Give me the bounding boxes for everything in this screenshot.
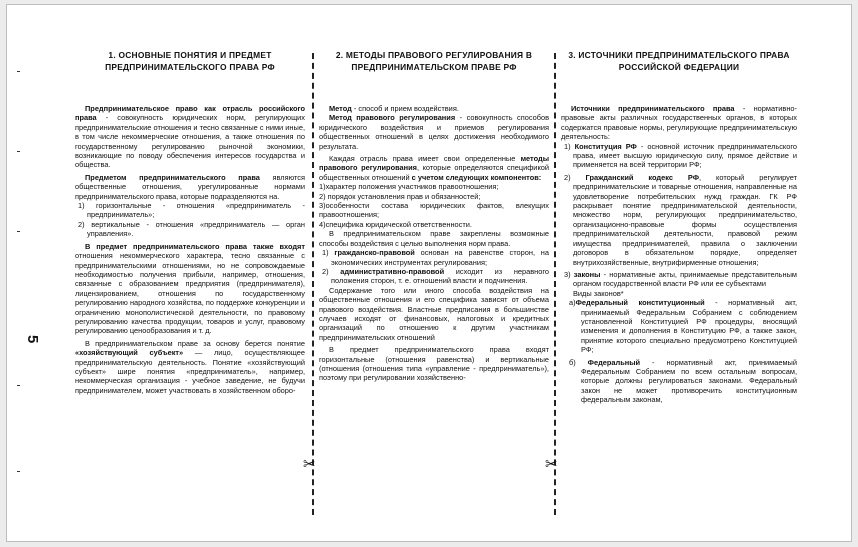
list-item: 1) горизонтальные - отношения «предприниматель - предприниматель»;: [78, 201, 305, 220]
paragraph: Предметом предпринимательского права являются общественные отношения, урегулированные нормами предпринимательского права, которые подразделяются на.: [75, 172, 305, 201]
margin-tick: [17, 151, 20, 152]
margin-tick: [17, 385, 20, 386]
paragraph: В предмет предпринимательского права входят горизонтальные (отношения равенства) и вертикальные (отношения (отношения типа «управление - предприниматель»), поэтому при регулировании хозяйственно-: [319, 345, 549, 383]
column-3: [561, 49, 797, 405]
list-item: 2) Гражданский кодекс РФ, который регулирует предпринимательские и товарные отношения, направленные на удовлетворение потребительских нужд граждан. ГК РФ раскрывает понятие предпринимательской деятельности, множество норм, регулирующих предпринимательство, организационно-правовые формы осуществления предпринимательской деятельности, правовой режим имущества предпринимателей, правила о заключении договоров в обязательном порядке, определяет внутрихозяйственные, внутрифирменные отношения;: [564, 172, 798, 267]
paragraph: В предмет предпринимательского права также входят отношения некоммерческого характера, тесно связанные с предпринимательскими отношениями, но не сопровождаемые необходимостью получения прибыли, например, отношения, связанные с образованием предприятия (предпринимателя), лицензированием, отношения по государственному регулированию народного хозяйства, по поддержке конкуренции и ограничению монополистической деятельности, по правовому регулированию качества продукции, товаров и услуг, правовому регулированию ценообразования и т. д.: [75, 241, 305, 336]
list-item: б) Федеральный - нормативный акт, принимаемый Федеральным Собранием по всем остальным вопросам, которые должны регулироваться законами. Федеральный закон не может противоречить конституционным федеральным законам,: [569, 357, 798, 405]
margin-tick: [17, 471, 20, 472]
list-item: 1) Конституция РФ - основной источник предпринимательского права, имеет высшую юридическую силу, прямое действие и применяется на всей территории РФ;: [564, 141, 797, 170]
paragraph: Источники предпринимательского права - нормативно-правовые акты различных государственных органов, в которых содержатся правовые нормы, регулирующие предпринимательскую деятельность:: [561, 104, 797, 142]
list-item: а)Федеральный конституционный - нормативный акт, принимаемый Федеральным Собранием с соблюдением установленной Конституцией РФ процедуры, вносящий изменения и дополнения в Конституцию РФ, а также закон, принятие которого специально предусмотрено Конституцией РФ;: [569, 298, 797, 355]
section-title-1: 1. ОСНОВНЫЕ ПОНЯТИЯ И ПРЕДМЕТ ПРЕДПРИНИМАТЕЛЬСКОГО ПРАВА РФ: [105, 50, 275, 72]
list-item: 2) вертикальные - отношения «предприниматель — орган управления».: [78, 219, 305, 239]
list-item: 2) порядок установления прав и обязанностей;: [319, 191, 481, 201]
list-item: 1) гражданско-правовой основан на равенстве сторон, на экономических инструментах регулирования;: [322, 248, 550, 267]
list-item: 3)особенности состава юридических фактов, влекущих правоотношения;: [319, 201, 549, 220]
paragraph: Метод правового регулирования - совокупность способов юридического воздействия и приемов регулирования общественных отношений в целях достижения необходимого результата.: [319, 113, 549, 151]
margin-tick: [17, 71, 20, 72]
document-page: [6, 4, 852, 542]
paragraph: Метод - способ и прием воздействия.: [329, 104, 459, 113]
paragraph: Предпринимательское право как отрасль российского права - совокупность юридических норм, регулирующих предпринимательские отношения и тесно связанные с ними иные, в том числе некоммерческие отношения, а также отношения по государственному регулированию рыночной экономики, возникающие по поводу обеспечения интересов государства и общества.: [75, 104, 305, 170]
list-item: 2) административно-правовой исходит из неравного положения сторон, т. е. отношений власти и подчинения.: [322, 266, 549, 286]
kinds-label: Виды законов*: [573, 288, 624, 298]
section-title-3: 3. ИСТОЧНИКИ ПРЕДПРИНИМАТЕЛЬСКОГО ПРАВА РОССИЙСКОЙ ФЕДЕРАЦИИ: [568, 50, 790, 72]
cut-line-left: [312, 53, 314, 515]
section-title-2: 2. МЕТОДЫ ПРАВОВОГО РЕГУЛИРОВАНИЯ В ПРЕДПРИНИМАТЕЛЬСКОМ ПРАВЕ РФ: [335, 50, 533, 72]
list-item: 4)специфика юридической ответственности.: [319, 219, 472, 229]
scissors-icon: ✂: [545, 456, 558, 473]
paragraph: В предпринимательском праве закреплены возможные способы воздействия с целью выполнения норм права.: [319, 229, 549, 248]
cut-line-right: [554, 53, 556, 515]
page-number: 5: [24, 335, 41, 344]
list-item: 1)характер положения участников правоотношения;: [319, 182, 499, 192]
column-1: [75, 49, 305, 395]
paragraph: В предпринимательском праве за основу берется понятие «хозяйствующий субъект» — лицо, осуществляющее предпринимательскую деятельность. Понятие «хозяйствующий субъект» шире понятия «предприниматель», например, некоммерческая организация - учебное заведение, не будучи предпринимателем, может участвовать в хозяйственном оборо-: [75, 338, 305, 395]
scissors-icon: ✂: [303, 456, 316, 473]
list-item: 3) законы - нормативные акты, принимаемые представительным органом государственной власти РФ или ее субъектами: [564, 269, 797, 289]
column-2: [319, 49, 549, 383]
margin-tick: [17, 231, 20, 232]
paragraph: Каждая отрасль права имеет свои определенные методы правового регулирования, которые определяются спецификой общественных отношений с учетом следующих компонентов:: [319, 154, 549, 182]
paragraph: Содержание того или иного способа воздействия на общественные отношения и его специфика зависят от объема правового воздействия. Властные предписания в большинстве случаев исходят от финансовых, налоговых и кредитных организаций по отношению к другим участникам предпринимательских отношений: [319, 285, 549, 342]
